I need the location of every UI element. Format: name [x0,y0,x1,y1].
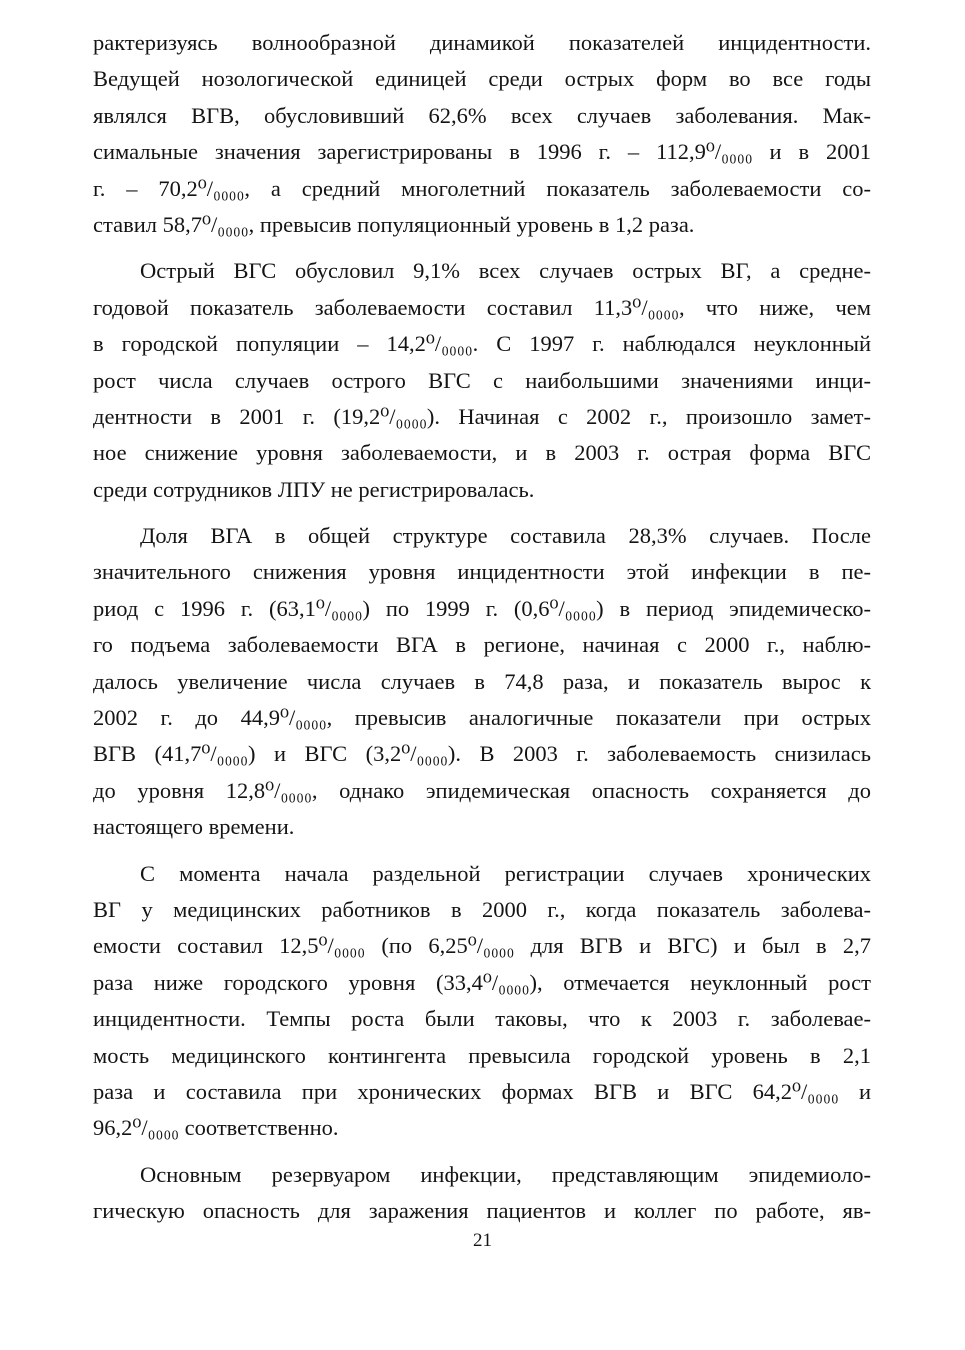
text-line: г. – 70,2⁰/₀₀₀₀, а средний многолетний показатель заболеваемости со- [93,175,871,201]
text-line: Доля ВГА в общей структуре составила 28,3% случаев. После [140,523,871,549]
text-line: дентности в 2001 г. (19,2⁰/₀₀₀₀). Начиная с 2002 г., произошло замет- [93,403,871,429]
text-line: го подъема заболеваемости ВГА в регионе, начиная с 2000 г., наблю- [93,632,871,658]
text-line: 96,2⁰/₀₀₀₀ соответственно. [93,1115,339,1141]
text-line: Основным резервуаром инфекции, представляющим эпидемиоло- [140,1161,871,1187]
text-line: раза и составила при хронических формах ВГВ и ВГС 64,2⁰/₀₀₀₀ и [93,1078,871,1104]
text-line: емости составил 12,5⁰/₀₀₀₀ (по 6,25⁰/₀₀₀₀ для ВГВ и ВГС) и был в 2,7 [93,933,871,959]
text-line: симальные значения зарегистрированы в 1996 г. – 112,9⁰/₀₀₀₀ и в 2001 [93,139,871,165]
text-line: в городской популяции – 14,2⁰/₀₀₀₀. С 1997 г. наблюдался неуклонный [93,331,871,357]
text-line: ное снижение уровня заболеваемости, и в 2003 г. острая форма ВГС [93,440,871,466]
text-line: риод с 1996 г. (63,1⁰/₀₀₀₀) по 1999 г. (0,6⁰/₀₀₀₀) в период эпидемическо- [93,595,871,621]
text-line: настоящего времени. [93,814,295,840]
text-line: годовой показатель заболеваемости составил 11,3⁰/₀₀₀₀, что ниже, чем [93,294,871,320]
page-number: 21 [473,1230,492,1251]
text-line: далось увеличение числа случаев в 74,8 раза, и показатель вырос к [93,668,871,694]
text-line: гическую опасность для заражения пациентов и коллег по работе, яв- [93,1198,871,1224]
text-line: мость медицинского контингента превысила городской уровень в 2,1 [93,1042,871,1068]
text-line: С момента начала раздельной регистрации случаев хронических [140,860,871,886]
text-line: до уровня 12,8⁰/₀₀₀₀, однако эпидемическая опасность сохраняется до [93,777,871,803]
text-line: ВГ у медицинских работников в 2000 г., когда показатель заболева- [93,896,871,922]
text-line: среди сотрудников ЛПУ не регистрировалась. [93,476,535,502]
text-line: рост числа случаев острого ВГС с наибольшими значениями инци- [93,367,871,393]
paragraph-1 [93,25,871,243]
text-line: значительного снижения уровня инцидентности этой инфекции в пе- [93,559,871,585]
body-text [93,25,871,1230]
paragraph-gap [93,1147,871,1157]
text-line: ВГВ (41,7⁰/₀₀₀₀) и ВГС (3,2⁰/₀₀₀₀). В 2003 г. заболеваемость снизилась [93,741,871,767]
text-line: 2002 г. до 44,9⁰/₀₀₀₀, превысив аналогичные показатели при острых [93,705,871,731]
paragraph-gap [93,846,871,856]
paragraph-3 [93,518,871,846]
text-line: Острый ВГС обусловил 9,1% всех случаев острых ВГ, а средне- [140,258,871,284]
text-line: являлся ВГВ, обусловивший 62,6% всех случаев заболевания. Мак- [93,102,871,128]
paragraph-gap [93,508,871,518]
text-line: Ведущей нозологической единицей среди острых форм во все годы [93,66,871,92]
text-line: инцидентности. Темпы роста были таковы, что к 2003 г. заболевае- [93,1006,871,1032]
text-line: рактеризуясь волнообразной динамикой показателей инцидентности. [93,30,871,55]
text-line: раза ниже городского уровня (33,4⁰/₀₀₀₀), отмечается неуклонный рост [93,969,871,995]
paragraph-gap [93,243,871,253]
paragraph-2 [93,253,871,508]
paragraph-5 [93,1157,871,1230]
paragraph-4 [93,856,871,1147]
text-line: ставил 58,7⁰/₀₀₀₀, превысив популяционный уровень в 1,2 раза. [93,211,695,237]
